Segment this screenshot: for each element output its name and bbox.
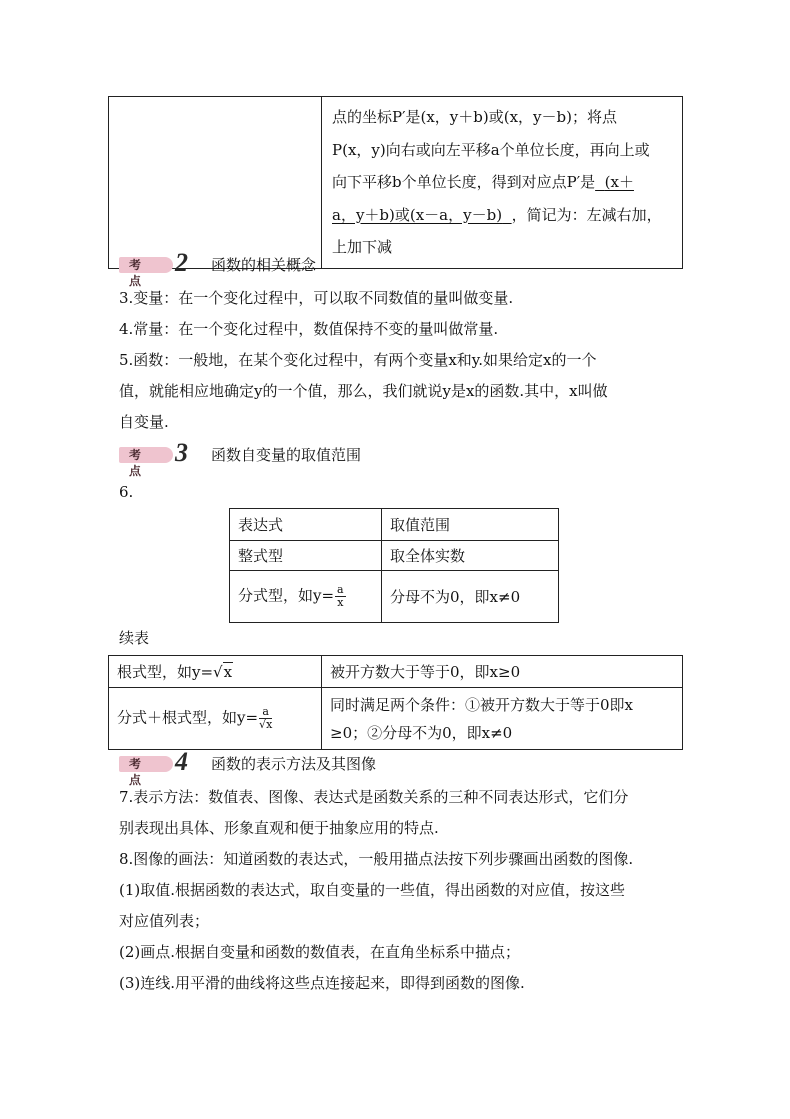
table-cell: 分式型，如y= $\frac{a}{x}$ [230,571,382,623]
answer-blank-part1: (x＋ [604,173,634,191]
empty-cell [109,97,322,269]
rule-line-1: 点的坐标P′是(x，y＋b)或(x，y－b)；将点 [332,108,617,126]
table-cell: 同时满足两个条件：①被开方数大于等于0即x ≥0；②分母不为0，即x≠0 [322,688,683,750]
step-1: (1)取值.根据函数的表达式，取自变量的一些值，得出函数的对应值，按这些 对应值列表； [119,881,626,930]
item-4-constant: 4.常量：在一个变化过程中，数值保持不变的量叫做常量. [119,320,499,338]
section-number: 4 [175,747,188,776]
translation-rule-cell [322,97,683,269]
rule-line-4: ，简记为：左减右加， [511,205,662,224]
kaodian-tag [119,756,173,772]
table-cell: 被开方数大于等于0，即x≥0 [322,656,683,688]
answer-blank-part2: a，y＋b)或(x－a，y－b) [332,205,503,224]
step-2: (2)画点.根据自变量和函数的数值表，在直角坐标系中描点； [119,943,521,961]
table-row [230,509,559,541]
sqrt-x: √x [213,663,233,681]
item-3-variable: 3.变量：在一个变化过程中，可以取不同数值的量叫做变量. [119,289,514,307]
domain-table-continued [108,655,683,750]
domain-table [229,508,559,623]
step-3: (3)连线.用平滑的曲线将这些点连接起来，即得到函数的图像. [119,974,525,992]
rule-line-3: 向下平移b个单位长度，得到对应点P′是 [332,173,596,191]
rule-line-5: 上加下减 [332,238,393,256]
fraction-a-over-sqrt-x: $\frac{a}{√x}$ [259,705,273,731]
section-title: 函数自变量的取值范围 [211,446,362,464]
table-header-cell: 取值范围 [382,509,559,541]
table-cell: 分母不为0，即x≠0 [382,571,559,623]
table-header-cell: 表达式 [230,509,382,541]
section-number: 3 [175,438,188,467]
section-number: 2 [175,248,188,277]
table-cell: 取全体实数 [382,541,559,571]
table-cell: 分式＋根式型，如y= $\frac{a}{√x}$ [109,688,322,750]
section-title: 函数的相关概念 [211,256,317,274]
table-row [109,656,683,688]
table-row [230,541,559,571]
kaodian-tag [119,447,173,463]
kaodian-tag [119,257,173,273]
continued-table-label: 续表 [119,629,150,647]
coordinate-translation-table [108,96,683,269]
item-6-label: 6. [119,483,134,501]
item-8-graphing: 8.图像的画法：知道函数的表达式，一般用描点法按下列步骤画出函数的图像. [119,850,634,868]
table-row [230,571,559,623]
fraction-a-over-x: $\frac{a}{x}$ [337,583,344,609]
item-5-function: 5.函数：一般地，在某个变化过程中，有两个变量x和y.如果给定x的一个 值，就能相应地确定y的一个值，那么，我们就说y是x的函数.其中，x叫做 自变量. [119,351,608,431]
table-cell: 整式型 [230,541,382,571]
table-cell: 根式型，如y=√x [109,656,322,688]
item-7-representation: 7.表示方法：数值表、图像、表达式是函数关系的三种不同表达形式，它们分 别表现出具体、形象直观和便于抽象应用的特点. [119,788,629,837]
rule-line-2: P(x，y)向右或向左平移a个单位长度，再向上或 [332,140,650,159]
section-title: 函数的表示方法及其图像 [211,755,377,773]
table-row [109,688,683,750]
